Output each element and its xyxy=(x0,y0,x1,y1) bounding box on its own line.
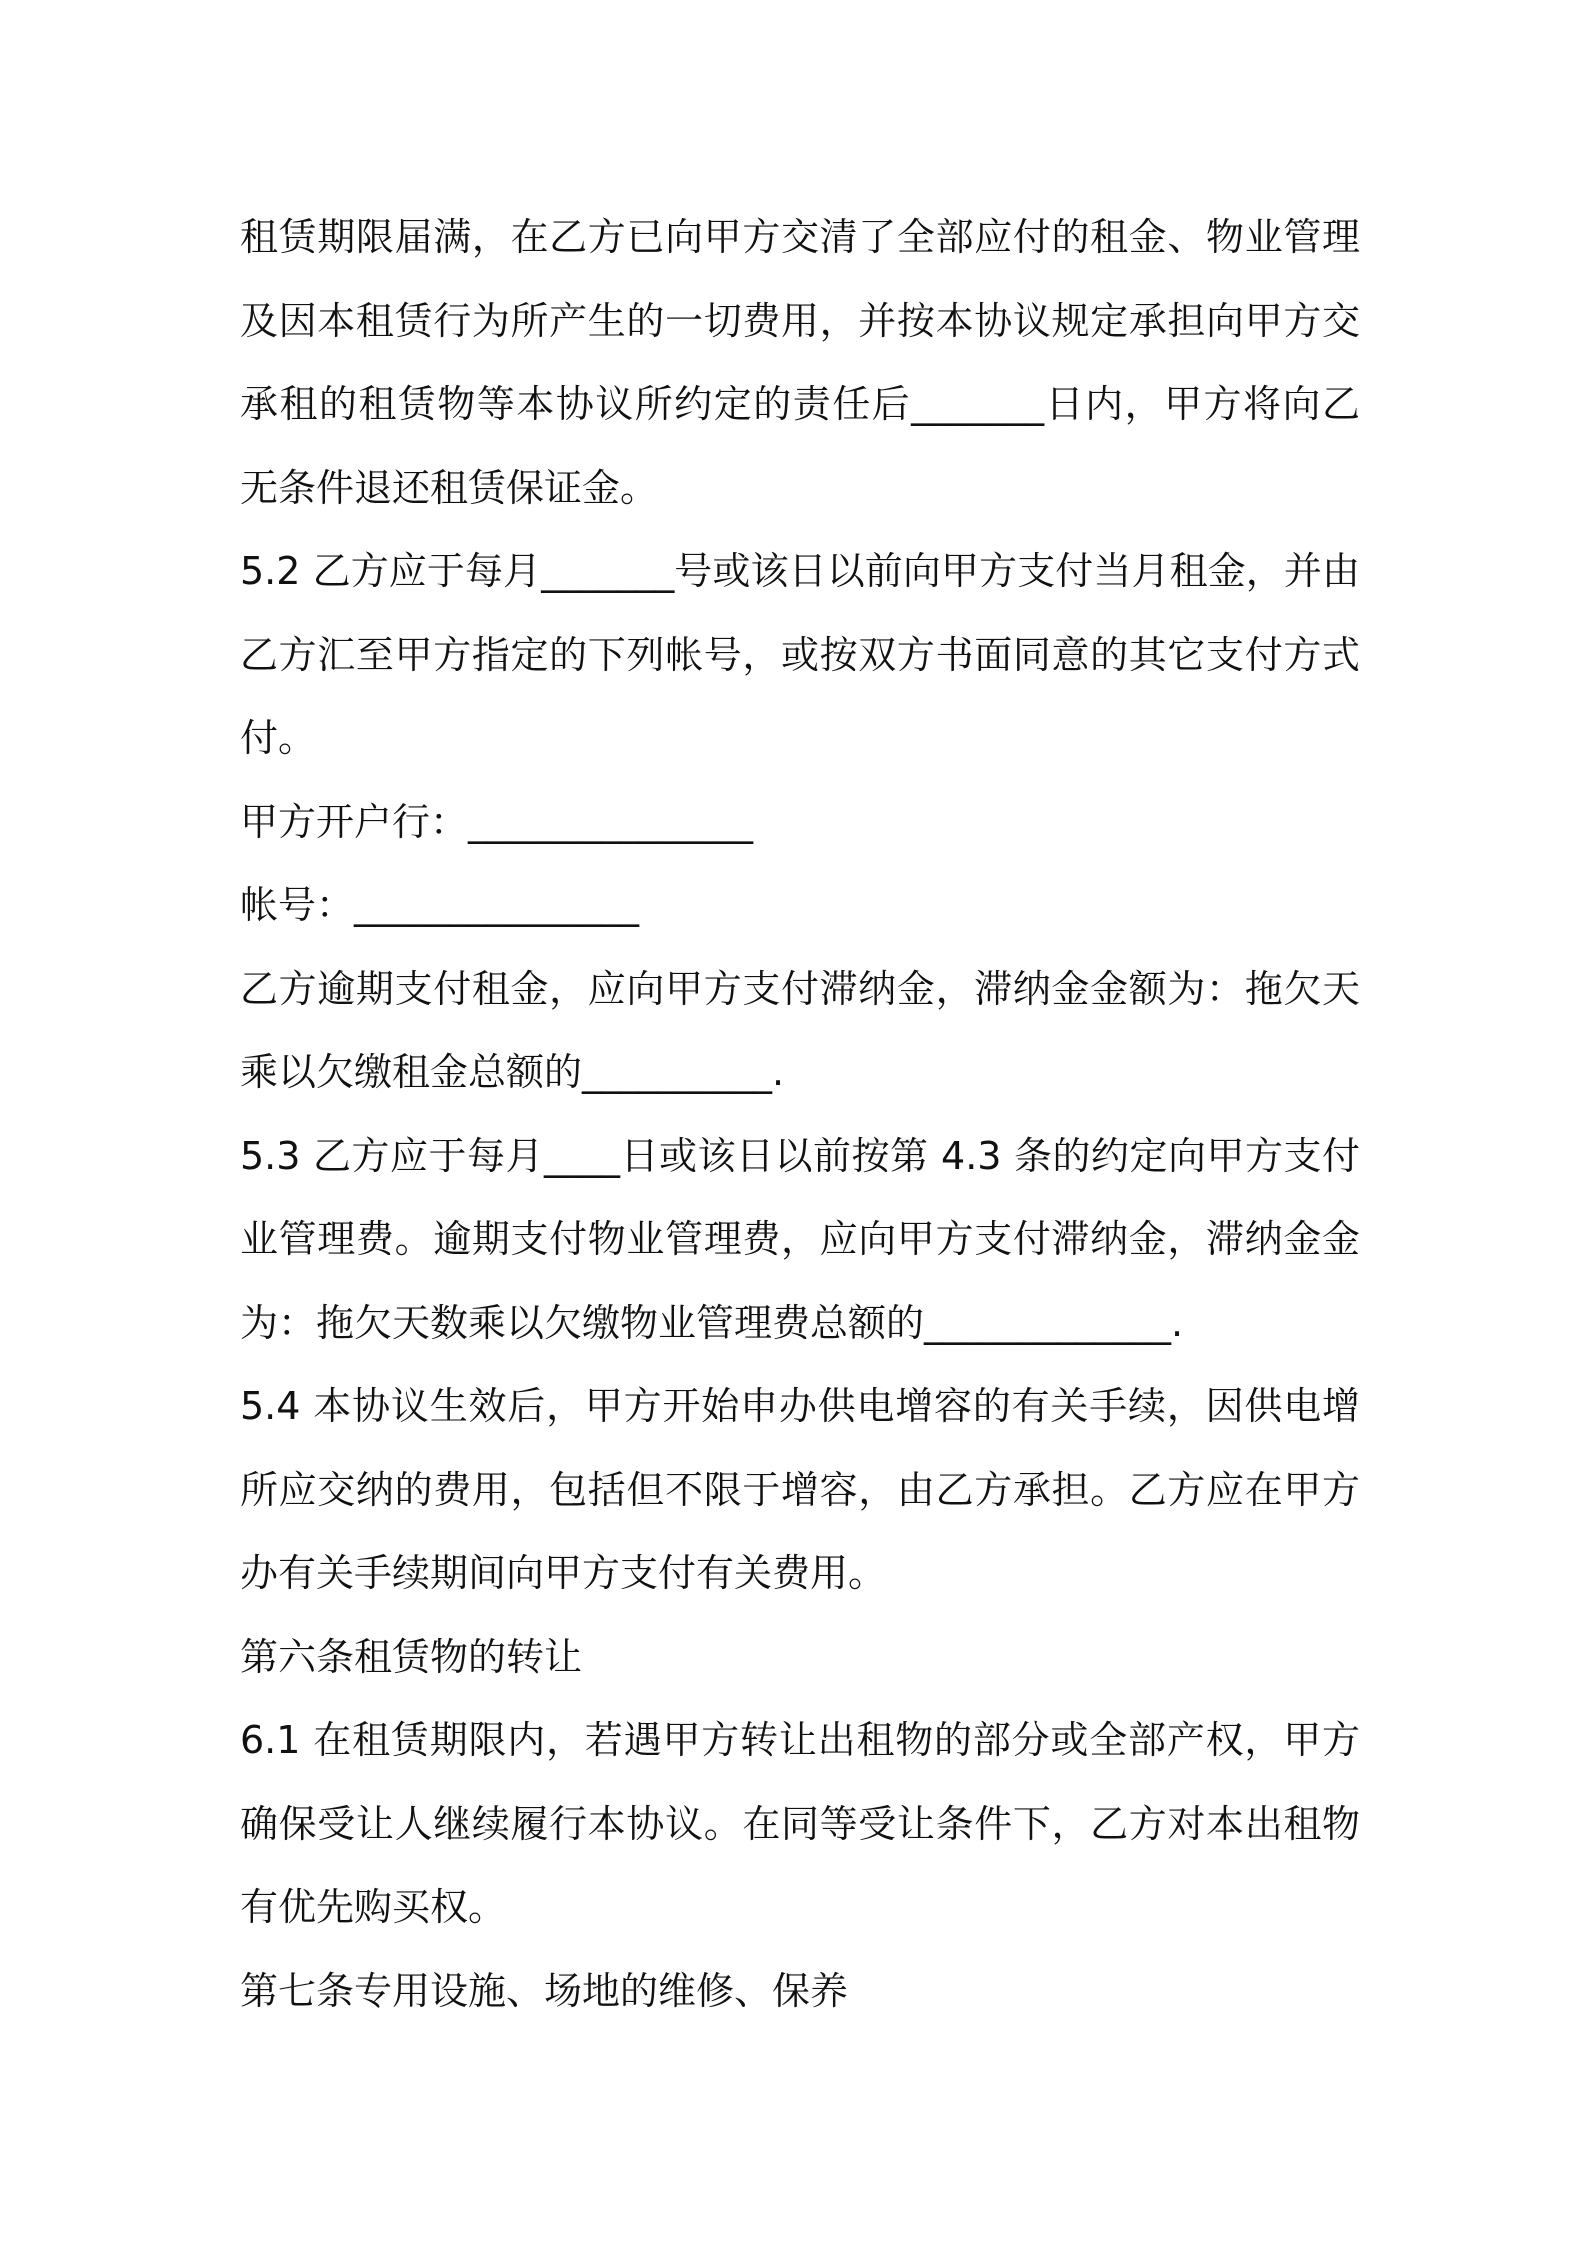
text-line: 甲方开户行：_______________ xyxy=(240,799,754,844)
section-heading: 第七条专用设施、场地的维修、保养 xyxy=(240,1968,849,2013)
text-line: 承租的租赁物等本协议所约定的责任后_______日内，甲方将向乙 xyxy=(240,382,1360,426)
document-body xyxy=(240,196,1360,2033)
text-line: 乙方汇至甲方指定的下列帐号，或按双方书面同意的其它支付方式 xyxy=(240,632,1360,677)
text-line: 业管理费。逾期支付物业管理费，应向甲方支付滞纳金，滞纳金金 xyxy=(240,1217,1360,1261)
text-line: 6.1 在租赁期限内，若遇甲方转让出租物的部分或全部产权，甲方 xyxy=(240,1718,1360,1762)
text-line: 有优先购买权。 xyxy=(240,1885,507,1929)
text-line: 无条件退还租赁保证金。 xyxy=(240,465,659,510)
section-heading: 第六条租赁物的转让 xyxy=(240,1634,583,1679)
text-line: 乘以欠缴租金总额的__________. xyxy=(240,1050,785,1094)
text-line: 5.3 乙方应于每月____日或该日以前按第 4.3 条的约定向甲方支付 xyxy=(240,1133,1360,1178)
text-line: 确保受让人继续履行本协议。在同等受让条件下，乙方对本出租物 xyxy=(240,1801,1360,1846)
text-line: 5.2 乙方应于每月_______号或该日以前向甲方支付当月租金，并由 xyxy=(240,549,1360,593)
text-line: 帐号：_______________ xyxy=(240,883,640,927)
text-line: 租赁期限届满，在乙方已向甲方交清了全部应付的租金、物业管理 xyxy=(240,215,1360,259)
text-line: 5.4 本协议生效后，甲方开始申办供电增容的有关手续，因供电增 xyxy=(240,1384,1360,1428)
text-line: 乙方逾期支付租金，应向甲方支付滞纳金，滞纳金金额为：拖欠天 xyxy=(240,966,1360,1011)
text-line: 所应交纳的费用，包括但不限于增容，由乙方承担。乙方应在甲方 xyxy=(240,1467,1360,1512)
text-line: 及因本租赁行为所产生的一切费用，并按本协议规定承担向甲方交 xyxy=(240,298,1360,343)
text-line: 办有关手续期间向甲方支付有关费用。 xyxy=(240,1551,887,1595)
text-line: 为：拖欠天数乘以欠缴物业管理费总额的_____________. xyxy=(240,1300,1184,1345)
text-line: 付。 xyxy=(240,716,317,760)
